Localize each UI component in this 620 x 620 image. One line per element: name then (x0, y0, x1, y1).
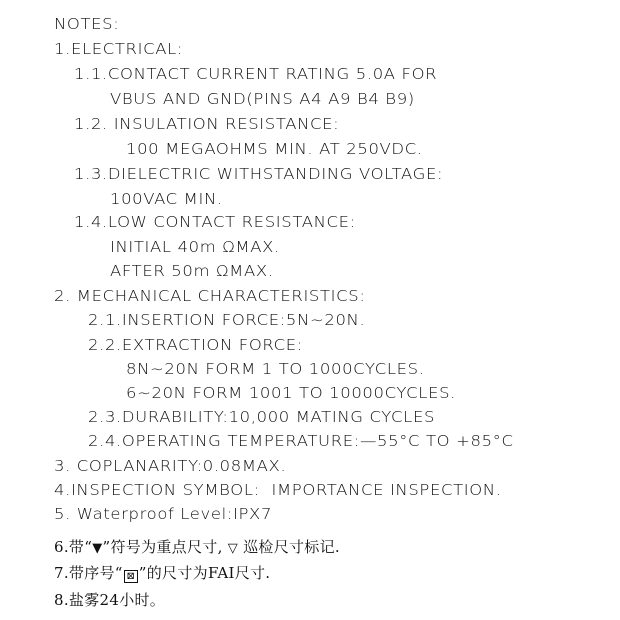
note-7-text-1: 7.带序号“ (54, 564, 123, 582)
note-1-3-line-2: 100VAC MIN. (110, 190, 223, 208)
note-6-text-3: 巡检尺寸标记. (243, 538, 340, 556)
note-7-text-2: ”的尺寸为FAI尺寸. (138, 564, 271, 582)
note-6 (54, 537, 340, 559)
mechanical-heading: 2. MECHANICAL CHARACTERISTICS: (54, 287, 366, 305)
fai-box-symbol-icon: ⊠ (124, 570, 138, 583)
note-1-2-line-1: 1.2. INSULATION RESISTANCE: (74, 115, 340, 133)
note-5: 5. Waterproof Level:IPX7 (54, 505, 273, 523)
note-2-2-line-1: 2.2.EXTRACTION FORCE: (88, 336, 303, 354)
filled-down-triangle-icon: ▼ (92, 541, 103, 556)
note-2-2-line-2: 8N~20N FORM 1 TO 1000CYCLES. (126, 360, 425, 378)
note-1-1-line-2: VBUS AND GND(PINS A4 A9 B4 B9) (110, 90, 415, 108)
note-1-4-line-2: INITIAL 40m ΩMAX. (110, 238, 280, 256)
note-1-4-line-3: AFTER 50m ΩMAX. (110, 262, 274, 280)
note-6-text-2: ”符号为重点尺寸, (102, 538, 223, 556)
note-8: 8.盐雾24小时。 (54, 591, 166, 609)
note-2-3: 2.3.DURABILITY:10,000 MATING CYCLES (88, 408, 436, 426)
notes-title: NOTES: (54, 15, 120, 33)
note-1-1-line-1: 1.1.CONTACT CURRENT RATING 5.0A FOR (74, 65, 438, 83)
note-1-2-line-2: 100 MEGAOHMS MIN. AT 250VDC. (126, 140, 423, 158)
note-2-1: 2.1.INSERTION FORCE:5N~20N. (88, 311, 366, 329)
note-1-3-line-1: 1.3.DIELECTRIC WITHSTANDING VOLTAGE: (74, 165, 444, 183)
note-2-2-line-3: 6~20N FORM 1001 TO 10000CYCLES. (126, 384, 457, 402)
note-6-text-1: 6.带“ (54, 538, 93, 556)
note-4: 4.INSPECTION SYMBOL: IMPORTANCE INSPECTION. (54, 481, 502, 499)
note-3: 3. COPLANARITY:0.08MAX. (54, 457, 287, 475)
note-1-4-line-1: 1.4.LOW CONTACT RESISTANCE: (74, 213, 356, 231)
hollow-down-triangle-icon: ▽ (227, 541, 239, 556)
electrical-heading: 1.ELECTRICAL: (54, 40, 184, 58)
note-7 (54, 563, 270, 583)
note-2-4: 2.4.OPERATING TEMPERATURE:—55°C TO +85°C (88, 432, 514, 450)
